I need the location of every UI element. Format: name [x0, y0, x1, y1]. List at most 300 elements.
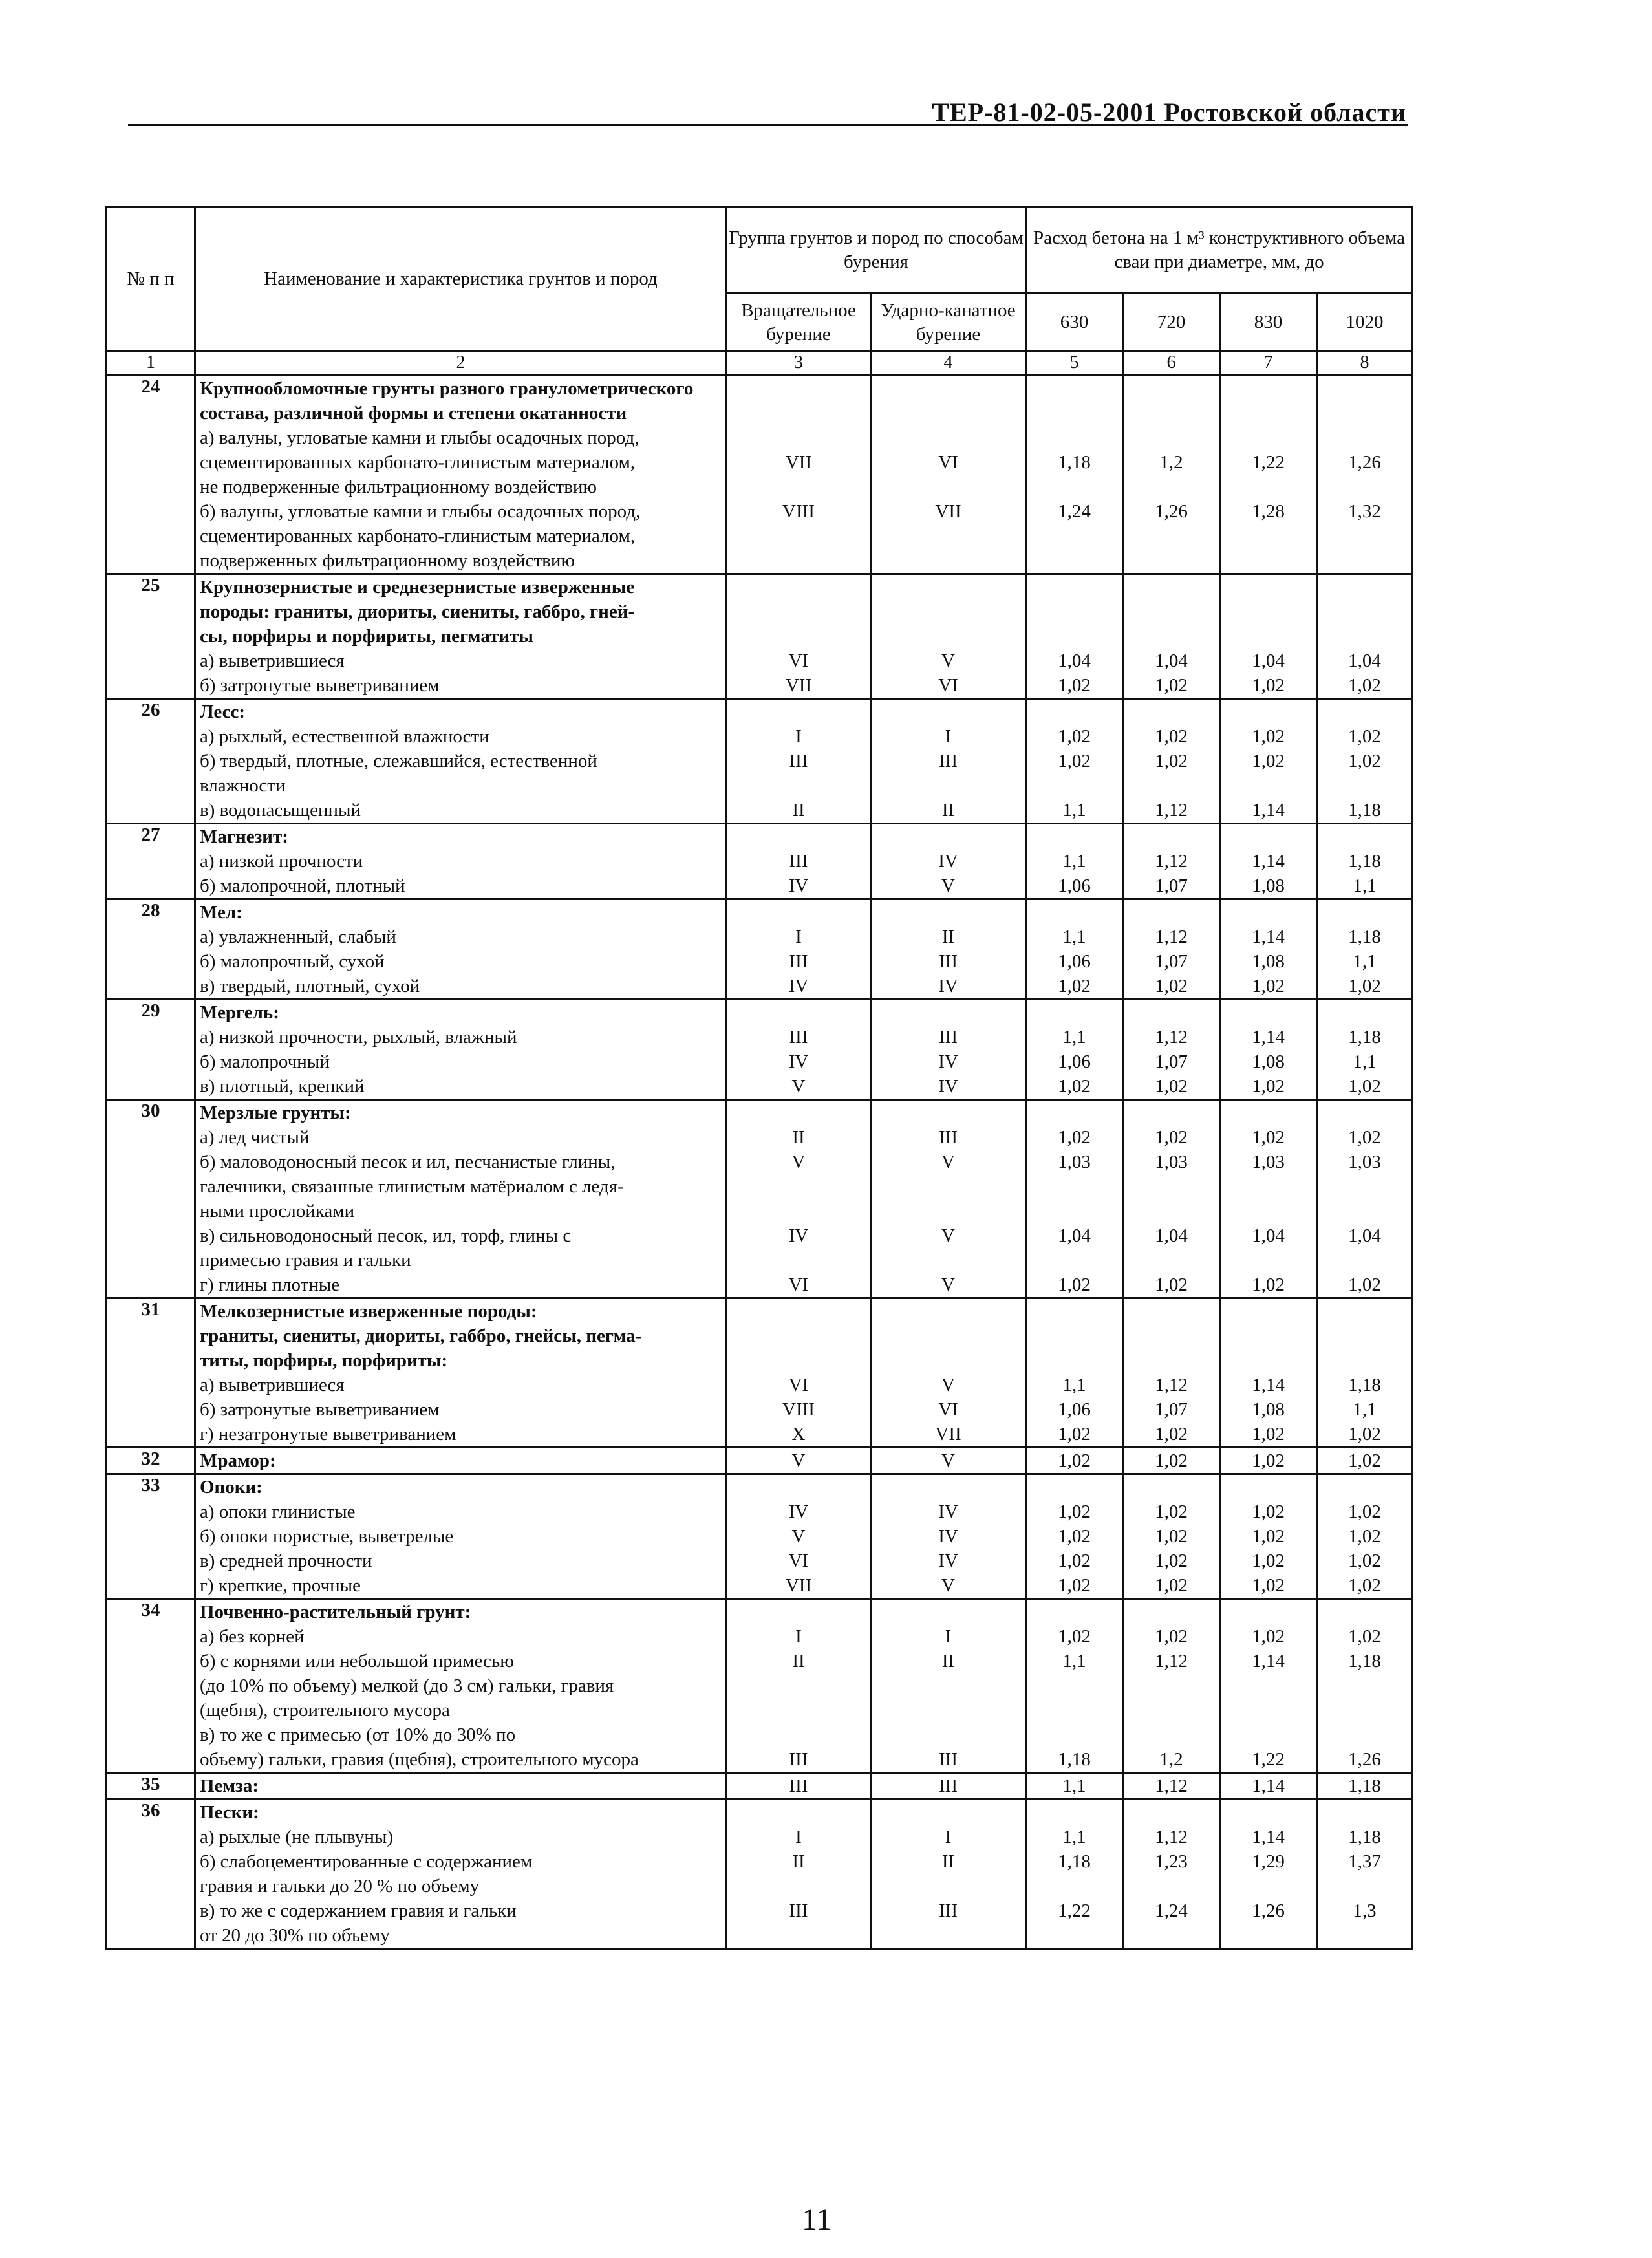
consumption-value: 1,12 — [1155, 800, 1188, 821]
rotary-value: V — [791, 1526, 806, 1547]
consumption-value: 1,18 — [1348, 1776, 1381, 1796]
percussion-group — [871, 574, 1026, 699]
consumption-value: 1,18 — [1348, 1651, 1381, 1672]
row-number: 26 — [107, 699, 195, 824]
consumption-value — [1221, 425, 1316, 450]
row-number: 25 — [107, 574, 195, 699]
consumption-value: 1,02 — [1155, 1575, 1188, 1596]
soil-line: а) валуны, угловатые камни и глыбы осадочных пород, — [200, 427, 639, 448]
soil-description — [195, 376, 727, 574]
consumption-value — [1221, 1174, 1316, 1199]
percussion-value — [872, 599, 1025, 624]
consumption-d720 — [1123, 699, 1220, 824]
consumption-value: 1,03 — [1252, 1152, 1285, 1172]
consumption-value — [1124, 1800, 1219, 1825]
consumption-value — [1221, 575, 1316, 599]
consumption-d630 — [1026, 1800, 1123, 1949]
percussion-value: IV — [938, 1051, 958, 1072]
percussion-value — [872, 1101, 1025, 1125]
consumption-value — [1221, 524, 1316, 548]
rotary-value — [727, 1475, 870, 1500]
consumption-value — [1318, 1248, 1411, 1273]
consumption-value: 1,12 — [1155, 1027, 1188, 1048]
percussion-value: I — [945, 1626, 952, 1647]
soil-heading: Мерзлые грунты: — [200, 1102, 351, 1123]
consumption-value: 1,02 — [1348, 1274, 1381, 1295]
consumption-value — [1318, 599, 1411, 624]
consumption-d630 — [1026, 899, 1123, 1000]
consumption-value: 1,02 — [1252, 1127, 1285, 1148]
consumption-value: 1,02 — [1252, 1450, 1285, 1471]
consumption-value: 1,14 — [1252, 851, 1285, 872]
consumption-value: 1,12 — [1155, 1776, 1188, 1796]
consumption-value — [1318, 1874, 1411, 1898]
consumption-d630 — [1026, 574, 1123, 699]
soil-line: а) рыхлые (не плывуны) — [200, 1827, 393, 1847]
rotary-group — [727, 1474, 871, 1599]
soil-line: влажности — [200, 775, 286, 796]
percussion-group — [871, 699, 1026, 824]
row-number: 29 — [107, 1000, 195, 1100]
percussion-value — [872, 475, 1025, 499]
page-number: 11 — [802, 2202, 832, 2237]
rotary-value — [727, 773, 870, 798]
consumption-value: 1,04 — [1252, 1225, 1285, 1246]
consumption-value — [1027, 1101, 1122, 1125]
consumption-value: 1,02 — [1252, 1551, 1285, 1571]
table-row — [107, 1599, 1413, 1773]
soil-line: а) увлажненный, слабый — [200, 927, 396, 947]
row-number: 32 — [107, 1448, 195, 1474]
rotary-value: V — [791, 1450, 806, 1471]
consumption-value: 1,02 — [1348, 1501, 1381, 1522]
soil-line: а) лед чистый — [200, 1127, 310, 1148]
consumption-value: 1,07 — [1155, 1051, 1188, 1072]
percussion-value — [872, 624, 1025, 649]
soil-line: в) плотный, крепкий — [200, 1076, 365, 1097]
consumption-value — [1318, 1324, 1411, 1348]
consumption-value — [1221, 700, 1316, 724]
percussion-value: III — [939, 1027, 958, 1048]
soil-line: объему) гальки, гравия (щебня), строительного мусора — [200, 1749, 639, 1770]
consumption-d830 — [1220, 1773, 1317, 1800]
soil-line: а) выветрившиеся — [200, 1375, 345, 1395]
soil-heading: сы, порфиры и порфириты, пегматиты — [200, 626, 533, 647]
soil-heading: титы, порфиры, порфириты: — [200, 1350, 448, 1371]
header-name: Наименование и характеристика грунтов и пород — [195, 207, 727, 352]
percussion-value: V — [941, 1274, 955, 1295]
rotary-value: I — [795, 927, 802, 947]
consumption-value: 1,02 — [1155, 1274, 1188, 1295]
consumption-value: 1,14 — [1252, 1827, 1285, 1847]
consumption-value: 1,2 — [1159, 452, 1183, 473]
consumption-value — [1027, 575, 1122, 599]
consumption-value — [1221, 548, 1316, 573]
consumption-value — [1027, 1698, 1122, 1723]
consumption-value — [1318, 773, 1411, 798]
header-percussion: Ударно-канатное бурение — [871, 294, 1026, 352]
consumption-d720 — [1123, 1298, 1220, 1448]
consumption-value: 1,02 — [1155, 1626, 1188, 1647]
percussion-value: III — [939, 1749, 958, 1770]
percussion-value: V — [941, 876, 955, 896]
consumption-value — [1221, 1723, 1316, 1747]
percussion-value — [872, 1923, 1025, 1948]
soil-heading: Крупнозернистые и среднезернистые изверженные — [200, 577, 635, 597]
consumption-value: 1,1 — [1353, 951, 1377, 972]
percussion-value: II — [941, 1651, 955, 1672]
percussion-group — [871, 1800, 1026, 1949]
rotary-value — [727, 700, 870, 724]
rotary-value: VII — [785, 1575, 812, 1596]
rotary-value: II — [792, 1651, 805, 1672]
soil-line: б) малопрочный, сухой — [200, 951, 385, 972]
rotary-value: III — [789, 1900, 808, 1921]
consumption-value: 1,22 — [1252, 1749, 1285, 1770]
consumption-value: 1,07 — [1155, 876, 1188, 896]
consumption-value: 1,02 — [1058, 1424, 1091, 1445]
consumption-value: 1,29 — [1252, 1851, 1285, 1872]
consumption-value: 1,04 — [1058, 651, 1091, 671]
consumption-d630 — [1026, 1599, 1123, 1773]
header-d1020: 1020 — [1317, 294, 1413, 352]
consumption-value — [1318, 1000, 1411, 1025]
soil-line: г) глины плотные — [200, 1274, 340, 1295]
row-number: 35 — [107, 1773, 195, 1800]
consumption-value: 1,02 — [1058, 1551, 1091, 1571]
consumption-d630 — [1026, 1474, 1123, 1599]
consumption-value: 1,14 — [1252, 800, 1285, 821]
consumption-d1020 — [1317, 376, 1413, 574]
consumption-value — [1318, 575, 1411, 599]
table-row — [107, 1800, 1413, 1949]
consumption-value — [1027, 1324, 1122, 1348]
table-row — [107, 1298, 1413, 1448]
soil-line: от 20 до 30% по объему — [200, 1925, 390, 1946]
percussion-group — [871, 899, 1026, 1000]
consumption-value: 1,02 — [1252, 675, 1285, 696]
consumption-value: 1,23 — [1155, 1851, 1188, 1872]
consumption-value: 1,02 — [1155, 976, 1188, 996]
soil-line: сцементированных карбонато-глинистым материалом, — [200, 452, 636, 473]
consumption-value: 1,08 — [1252, 876, 1285, 896]
consumption-d720 — [1123, 1599, 1220, 1773]
consumption-value — [1027, 376, 1122, 401]
soil-description — [195, 1448, 727, 1474]
consumption-value — [1027, 1299, 1122, 1324]
soil-description — [195, 574, 727, 699]
consumption-value: 1,02 — [1252, 1424, 1285, 1445]
consumption-value: 1,02 — [1058, 1501, 1091, 1522]
consumption-value — [1124, 1299, 1219, 1324]
consumption-value — [1221, 1101, 1316, 1125]
consumption-value: 1,02 — [1348, 1626, 1381, 1647]
header-d630: 630 — [1026, 294, 1123, 352]
table-row — [107, 1474, 1413, 1599]
rotary-value: X — [791, 1424, 806, 1445]
rotary-value — [727, 475, 870, 499]
consumption-value: 1,02 — [1058, 1626, 1091, 1647]
consumption-d830 — [1220, 824, 1317, 899]
percussion-value: VII — [935, 1424, 961, 1445]
soil-line: б) твердый, плотные, слежавшийся, естественной — [200, 751, 597, 771]
rotary-value — [727, 1698, 870, 1723]
percussion-value: V — [941, 1450, 955, 1471]
percussion-value: II — [941, 927, 955, 947]
rotary-value: I — [795, 1827, 802, 1847]
consumption-value: 1,04 — [1155, 651, 1188, 671]
consumption-value: 1,04 — [1058, 1225, 1091, 1246]
rotary-value: III — [789, 1027, 808, 1048]
consumption-d1020 — [1317, 1773, 1413, 1800]
rotary-value — [727, 548, 870, 573]
rotary-value — [727, 425, 870, 450]
rotary-group — [727, 1298, 871, 1448]
rotary-value — [727, 1923, 870, 1948]
rotary-value: III — [789, 751, 808, 771]
percussion-value — [872, 1174, 1025, 1199]
consumption-value — [1027, 524, 1122, 548]
soil-line: б) слабоцементированные с содержанием — [200, 1851, 533, 1872]
consumption-value — [1221, 1000, 1316, 1025]
consumption-value: 1,02 — [1252, 726, 1285, 747]
percussion-value: III — [939, 1776, 958, 1796]
soil-line: в) твердый, плотный, сухой — [200, 976, 420, 996]
percussion-value — [872, 425, 1025, 450]
consumption-value — [1124, 1174, 1219, 1199]
consumption-d1020 — [1317, 1599, 1413, 1773]
soil-line: (щебня), строительного мусора — [200, 1700, 450, 1721]
rotary-value: VI — [788, 1274, 809, 1295]
consumption-value: 1,02 — [1155, 751, 1188, 771]
percussion-group — [871, 1448, 1026, 1474]
consumption-value: 1,1 — [1062, 927, 1086, 947]
consumption-value — [1124, 1723, 1219, 1747]
percussion-group — [871, 376, 1026, 574]
row-number: 31 — [107, 1298, 195, 1448]
soil-heading: Пески: — [200, 1802, 259, 1823]
percussion-value — [872, 1199, 1025, 1223]
rotary-value: IV — [788, 1225, 809, 1246]
soil-line: б) затронутые выветриванием — [200, 1399, 440, 1420]
consumption-value — [1124, 1324, 1219, 1348]
consumption-value — [1124, 1475, 1219, 1500]
soil-line: б) маловодоносный песок и ил, песчанистые глины, — [200, 1152, 616, 1172]
consumption-value — [1124, 1348, 1219, 1373]
rotary-value — [727, 1000, 870, 1025]
consumption-value: 1,18 — [1348, 1827, 1381, 1847]
rotary-value — [727, 1348, 870, 1373]
consumption-d720 — [1123, 376, 1220, 574]
rotary-value — [727, 1174, 870, 1199]
consumption-value — [1027, 475, 1122, 499]
consumption-value — [1124, 376, 1219, 401]
rotary-value: IV — [788, 1501, 809, 1522]
consumption-value: 1,12 — [1155, 1827, 1188, 1847]
consumption-d630 — [1026, 824, 1123, 899]
consumption-d630 — [1026, 376, 1123, 574]
consumption-value: 1,02 — [1348, 726, 1381, 747]
percussion-value — [872, 1000, 1025, 1025]
consumption-value: 1,02 — [1348, 1424, 1381, 1445]
consumption-value: 1,18 — [1348, 1375, 1381, 1395]
consumption-value — [1027, 1673, 1122, 1698]
consumption-value: 1,02 — [1058, 1450, 1091, 1471]
soil-line: в) водонасыщенный — [200, 800, 361, 821]
rotary-value — [727, 624, 870, 649]
soil-line: гравия и гальки до 20 % по объему — [200, 1876, 480, 1897]
consumption-d830 — [1220, 1599, 1317, 1773]
consumption-value: 1,2 — [1159, 1749, 1183, 1770]
percussion-value — [872, 1324, 1025, 1348]
consumption-value — [1221, 1199, 1316, 1223]
rotary-value: IV — [788, 976, 809, 996]
consumption-value: 1,14 — [1252, 1375, 1285, 1395]
consumption-value — [1221, 599, 1316, 624]
consumption-value: 1,03 — [1155, 1152, 1188, 1172]
consumption-value: 1,02 — [1348, 1127, 1381, 1148]
rotary-value — [727, 1199, 870, 1223]
percussion-value: IV — [938, 1076, 958, 1097]
rotary-group — [727, 824, 871, 899]
consumption-value: 1,02 — [1155, 726, 1188, 747]
percussion-group — [871, 1100, 1026, 1298]
consumption-value: 1,02 — [1058, 1575, 1091, 1596]
rotary-value: III — [789, 951, 808, 972]
rotary-value — [727, 1248, 870, 1273]
table-row — [107, 1448, 1413, 1474]
consumption-value — [1221, 1923, 1316, 1948]
consumption-value — [1318, 624, 1411, 649]
consumption-value: 1,02 — [1058, 1127, 1091, 1148]
soil-line: а) без корней — [200, 1626, 305, 1647]
percussion-value — [872, 376, 1025, 401]
rotary-value — [727, 900, 870, 925]
consumption-value — [1318, 1475, 1411, 1500]
soil-description — [195, 699, 727, 824]
consumption-value — [1221, 1698, 1316, 1723]
soil-line: б) малопрочный — [200, 1051, 330, 1072]
consumption-d720 — [1123, 1474, 1220, 1599]
percussion-value: II — [941, 800, 955, 821]
consumption-value: 1,08 — [1252, 1399, 1285, 1420]
consumption-value — [1124, 700, 1219, 724]
soil-line: б) с корнями или небольшой примесью — [200, 1651, 514, 1672]
row-number: 33 — [107, 1474, 195, 1599]
consumption-value — [1124, 1600, 1219, 1624]
consumption-d720 — [1123, 824, 1220, 899]
table-row — [107, 1000, 1413, 1100]
soil-description — [195, 1800, 727, 1949]
soil-heading: состава, различной формы и степени окатанности — [200, 403, 627, 424]
percussion-value — [872, 700, 1025, 724]
consumption-value — [1318, 700, 1411, 724]
consumption-value — [1027, 599, 1122, 624]
consumption-value — [1124, 1923, 1219, 1948]
consumption-value: 1,02 — [1155, 1450, 1188, 1471]
consumption-value — [1318, 1800, 1411, 1825]
percussion-value: IV — [938, 1526, 958, 1547]
consumption-d830 — [1220, 1100, 1317, 1298]
consumption-d720 — [1123, 1448, 1220, 1474]
consumption-d720 — [1123, 1100, 1220, 1298]
rotary-group — [727, 1773, 871, 1800]
consumption-value — [1221, 376, 1316, 401]
rotary-group — [727, 1448, 871, 1474]
soil-heading: Мел: — [200, 902, 242, 923]
consumption-value: 1,02 — [1252, 1526, 1285, 1547]
consumption-value — [1124, 548, 1219, 573]
percussion-value: VI — [938, 675, 958, 696]
consumption-value: 1,03 — [1058, 1152, 1091, 1172]
consumption-value — [1318, 824, 1411, 849]
consumption-value: 1,02 — [1058, 1274, 1091, 1295]
header-group: Группа грунтов и пород по способам бурения — [727, 207, 1026, 294]
consumption-value — [1318, 1101, 1411, 1125]
rotary-value: VI — [788, 1551, 809, 1571]
consumption-value — [1221, 824, 1316, 849]
consumption-value — [1124, 401, 1219, 425]
consumption-value: 1,22 — [1058, 1900, 1091, 1921]
soil-heading: Магнезит: — [200, 826, 288, 847]
rotary-group — [727, 1800, 871, 1949]
consumption-d830 — [1220, 1000, 1317, 1100]
consumption-d1020 — [1317, 1474, 1413, 1599]
consumption-value: 1,07 — [1155, 1399, 1188, 1420]
percussion-value — [872, 1673, 1025, 1698]
rotary-value — [727, 401, 870, 425]
soil-heading: Пемза: — [200, 1776, 259, 1796]
soil-line: примесью гравия и гальки — [200, 1250, 411, 1271]
column-number: 4 — [871, 352, 1026, 376]
header-rule — [128, 124, 1408, 126]
percussion-value: V — [941, 1375, 955, 1395]
consumption-d830 — [1220, 1474, 1317, 1599]
soil-line: галечники, связанные глинистым матёриалом с ледя- — [200, 1176, 624, 1197]
consumption-value — [1027, 773, 1122, 798]
soil-heading: породы: граниты, диориты, сиениты, габбро, гней- — [200, 601, 635, 622]
consumption-value: 1,26 — [1155, 501, 1188, 522]
table-row — [107, 1100, 1413, 1298]
soil-line: а) выветрившиеся — [200, 651, 345, 671]
table-row — [107, 1773, 1413, 1800]
percussion-value: III — [939, 1127, 958, 1148]
percussion-group — [871, 1474, 1026, 1599]
rotary-group — [727, 899, 871, 1000]
consumption-value: 1,02 — [1348, 675, 1381, 696]
consumption-value — [1027, 900, 1122, 925]
rotary-group — [727, 1599, 871, 1773]
rotary-value: IV — [788, 1051, 809, 1072]
soil-description — [195, 1773, 727, 1800]
soil-description — [195, 1599, 727, 1773]
table-row — [107, 376, 1413, 574]
consumption-value: 1,1 — [1353, 876, 1377, 896]
column-number: 3 — [727, 352, 871, 376]
consumption-value: 1,37 — [1348, 1851, 1381, 1872]
consumption-value: 1,12 — [1155, 1375, 1188, 1395]
consumption-d630 — [1026, 1000, 1123, 1100]
consumption-value — [1124, 575, 1219, 599]
column-number: 7 — [1220, 352, 1317, 376]
consumption-value: 1,02 — [1155, 1501, 1188, 1522]
consumption-value: 1,32 — [1348, 501, 1381, 522]
consumption-value: 1,02 — [1058, 751, 1091, 771]
rotary-value — [727, 1723, 870, 1747]
soil-line: (до 10% по объему) мелкой (до 3 см) гальки, гравия — [200, 1675, 614, 1696]
percussion-value — [872, 1299, 1025, 1324]
percussion-value — [872, 401, 1025, 425]
